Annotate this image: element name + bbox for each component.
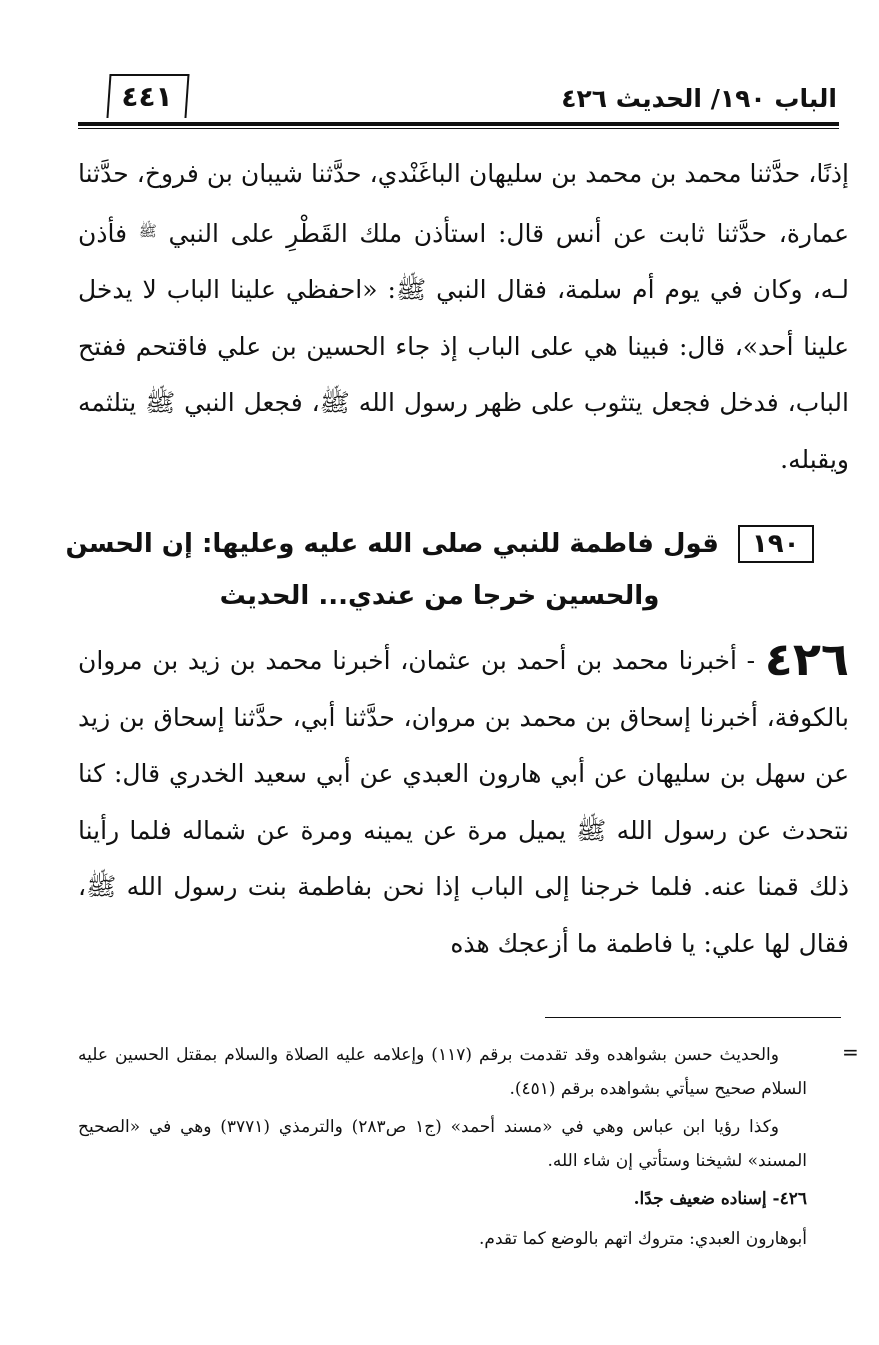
salawat-glyph: ﷺ bbox=[138, 221, 157, 240]
text-line: ومرة عن شماله فلما رأينا ذلك قمنا عنه. فلما خرجنا إلى الباب إذا نحن bbox=[78, 815, 849, 901]
chapter-title-line-1: قول فاطمة للنبي صلى الله عليه وعليها: إن الحسن bbox=[65, 529, 719, 559]
page-number: ٤٤١ bbox=[121, 80, 173, 113]
footnote-line: «الصحيح المسند» لشيخنا وستأتي إن شاء الله. bbox=[78, 1117, 807, 1171]
header-rule-thin bbox=[78, 128, 839, 129]
text-line: فجعل النبي ﷺ يتلثمه ويقبله. bbox=[78, 388, 849, 474]
text-line: علي فاقتحم ففتح الباب، فدخل فجعل يتثوب على ظهر رسول الله ﷺ، bbox=[78, 331, 849, 417]
hadith-number: ٤٢٦ bbox=[764, 632, 849, 686]
text-line: - أخبرنا محمد بن أحمد بن عثمان، أخبرنا محمد بن زيد بن bbox=[152, 646, 756, 675]
text-line: مروان بالكوفة، أخبرنا إسحاق بن محمد بن مروان، حدَّثنا أبي، حدَّثنا bbox=[78, 646, 849, 732]
page-header bbox=[100, 82, 837, 124]
text-line: فأذن لـه، وكان في يوم أم سلمة، فقال النبي ﷺ: «احفظي علينا bbox=[78, 218, 849, 304]
footnote-line: وكذا رؤيا ابن عباس وهي في «مسند أحمد» (ج١ ص٢٨٣) والترمذي (٣٧٧١) وهي في bbox=[148, 1117, 779, 1137]
chapter-heading bbox=[40, 518, 839, 622]
text-line: إذنًا، حدَّثنا محمد بن محمد بن سليهان الباغَنْدي، حدَّثنا شيبان بن فروخ، bbox=[136, 159, 850, 188]
footnote-line: الحسين عليه السلام صحيح سيأتي بشواهده برقم (٤٥١). bbox=[78, 1045, 807, 1099]
footnote-narrator-note: أبوهارون العبدي: متروك اتهم بالوضع كما تقدم. bbox=[479, 1229, 807, 1249]
chapter-number: ١٩٠ bbox=[738, 525, 814, 563]
footnote-rule bbox=[545, 1017, 841, 1018]
text-line: حدَّثنا عمارة، حدَّثنا ثابت عن أنس قال: استأذن ملك القَطْرِ على النبي bbox=[78, 159, 849, 248]
running-title: الباب ١٩٠/ الحديث ٤٢٦ bbox=[561, 84, 837, 113]
continuation-paragraph bbox=[78, 146, 849, 488]
text-line: بفاطمة بنت رسول الله ﷺ، فقال لها علي: يا فاطمة ما أزعجك هذه bbox=[78, 872, 849, 958]
hadith-paragraph bbox=[78, 633, 849, 972]
footnote-grading: ٤٢٦- إسناده ضعيف جدًا. bbox=[633, 1189, 807, 1209]
footnote bbox=[78, 1038, 807, 1106]
text-line: الباب لا يدخل علينا أحد»، قال: فبينا هي على الباب إذ جاء الحسين بن bbox=[78, 275, 850, 361]
text-line: إسحاق بن زيد عن سهل بن سليهان عن أبي هارون العبدي عن أبي bbox=[78, 702, 850, 788]
header-rule bbox=[78, 122, 839, 126]
footnote-continuation-marker: = bbox=[842, 1040, 859, 1064]
chapter-title-line-2: والحسين خرجا من عندي... الحديث bbox=[219, 581, 660, 611]
text-line: سعيد الخدري قال: كنا نتحدث عن رسول الله ﷺ يميل مرة عن يمينه bbox=[78, 759, 849, 845]
footnotes bbox=[78, 1038, 807, 1260]
footnote bbox=[78, 1110, 807, 1178]
footnote-line: والحديث حسن بشواهده وقد تقدمت برقم (١١٧) وإعلامه عليه الصلاة والسلام بمقتل bbox=[176, 1045, 779, 1065]
